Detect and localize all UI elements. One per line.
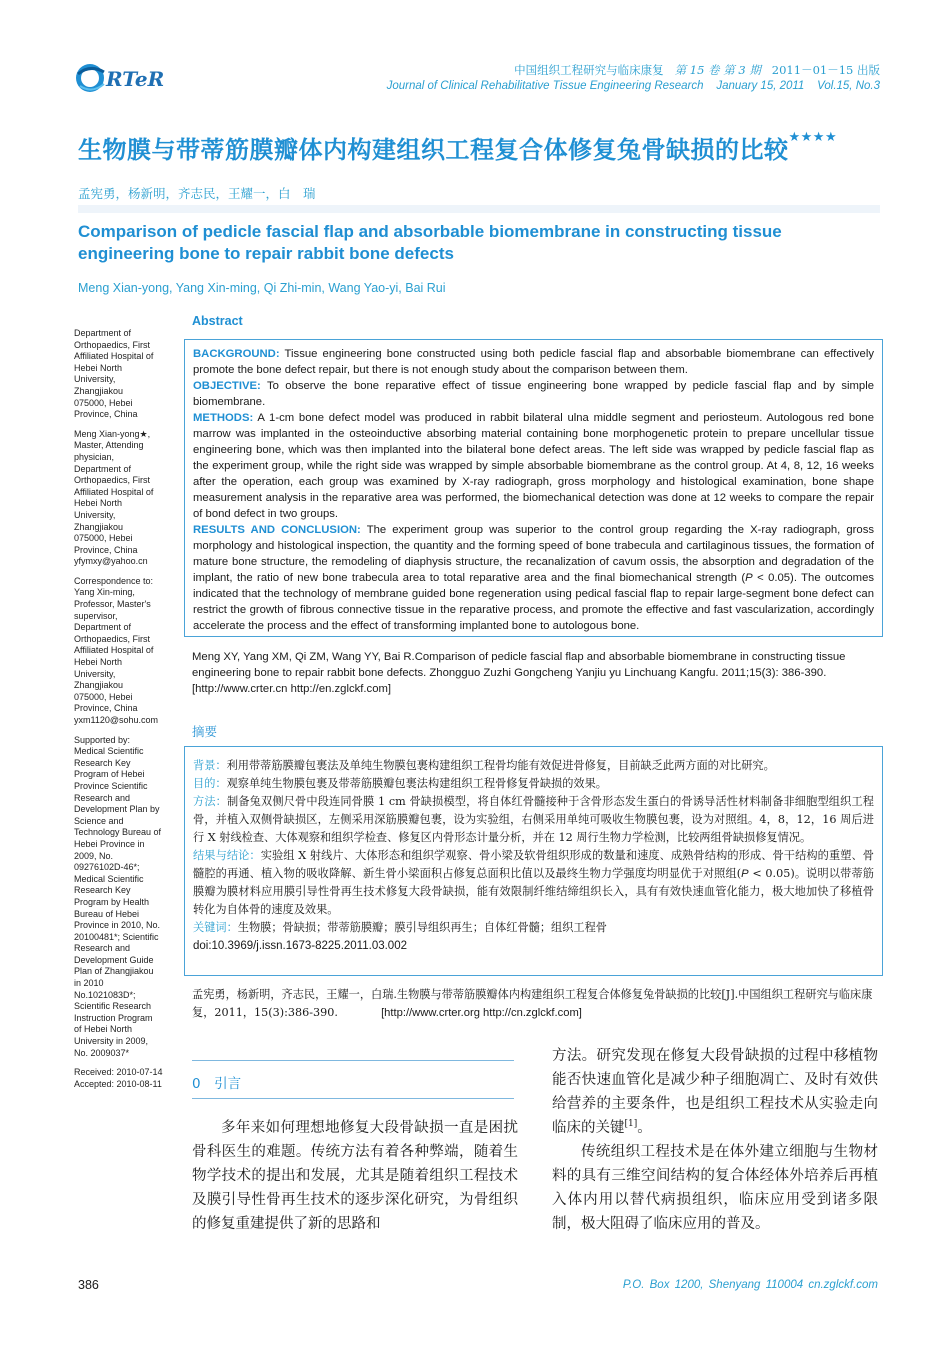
zhaiyao-result-text-b: < 0.05)。说明以带蒂筋膜瓣为膜材料应用膜引导性骨再生技术修复大段骨缺损，能有效限制纤维结缔组织长入，具有有效快速血管化能力，极大地加快了移植骨转化为自体骨的速度及效果。 [193,867,874,916]
body-column-left [192,1116,518,1236]
title-cn-text: 生物膜与带蒂筋膜瓣体内构建组织工程复合体修复兔骨缺损的比较 [78,136,789,164]
journal-name-en: Journal of Clinical Rehabilitative Tissue Engineering Research [386,80,704,92]
title-cn-marks: ★★★★ [788,130,838,145]
zhaiyao-bg-text: 利用带蒂筋膜瓣包裹法及单纯生物膜包裹构建组织工程骨均能有效促进骨修复，目前缺乏此两方面的对比研究。 [226,759,775,772]
background-text: Tissue engineering bone constructed using both pedicle fascial flap and absorbable biomembrane can effectively promote the bone defect repair, but there is not enough study about the comparison between them. [193,348,874,376]
section-rule-top [192,1060,514,1061]
intro-paragraph-1-cont [552,1044,878,1140]
funding-info: Supported by: Medical Scientific Research Key Program of Hebei Province Scientific Research and Development Plan by Science and Technology Bureau of Hebei Province in 2009, No. 09276102D-46*; Medical Scientific Research Key Program by Health Bureau of Hebei Province in 2010, No. 20100481*; Scientific Research and Development Guide Plan of Zhangjiakou in 2010 No.1021083D*; Scientific Research Instruction Program of Hebei North University in 2009, No. 2009037* [74,734,162,1058]
correspondence-info: Correspondence to: Yang Xin-ming, Professor, Master's supervisor, Department of Orthopaedics, First Affiliated Hospital of Hebei North University, Zhangjiakou 075000, Hebei Province, China yxm1120@sohu.com [74,575,159,725]
citation-cn-links[interactable]: [http://www.crter.org http://cn.zglckf.com] [381,1007,582,1019]
body-column-right [552,1044,878,1236]
results-label: RESULTS AND CONCLUSION: [193,524,361,536]
citation-cn [192,986,882,1022]
abstract-heading: Abstract [192,314,243,328]
zhaiyao-method-text: 制备兔双侧尺骨中段连同骨膜 1 cm 骨缺损模型，将自体红骨髓接种于含骨形态发生蛋白的骨诱导活性材料制备非细胞型组织工程骨，并植入双侧骨缺损区，左侧采用深筋膜瓣包裹，设为实验组，右侧采用单纯可吸收生物膜包裹，设为对照组。4，8，12，16 周后进行 X 射线检查、大体观察和组织学检查、修复区内骨形态计量分析，并在 12 周行生物力学检测，比较两组骨缺损修复情况。 [193,795,874,844]
author-sidebar [74,328,174,1098]
background-label: BACKGROUND: [193,348,280,360]
authors-en: Meng Xian-yong, Yang Xin-ming, Qi Zhi-min, Wang Yao-yi, Bai Rui [78,281,446,295]
zhaiyao-result-label: 结果与结论： [193,849,261,862]
section-heading-introduction: 0 引言 [192,1076,242,1092]
volume-cn: 第 15 卷 第 3 期 [674,63,761,77]
first-author-info: Meng Xian-yong★, Master, Attending physician, Department of Orthopaedics, First Affiliated Hospital of Hebei North University, Zhangjiakou 075000, Hebei Province, China yfymxy@yahoo.cn [74,428,154,567]
zhaiyao-obj-text: 观察单纯生物膜包裹及带蒂筋膜瓣包裹法构建组织工程骨修复骨缺损的效果。 [226,777,607,790]
zhaiyao-method [193,793,874,847]
affiliation: Department of Orthopaedics, First Affiliated Hospital of Hebei North University, Zhangjiakou 075000, Hebei Province, China [74,328,154,420]
article-title-en: Comparison of pedicle fascial flap and absorbable biomembrane in constructing tissue engineering bone to repair rabbit bone defects [78,222,782,263]
results-p-symbol: P [745,572,753,584]
citation-en [192,649,872,697]
journal-header [387,62,880,94]
zhaiyao-keywords [193,919,874,937]
footer-address: P.O. Box 1200, Shenyang 110004 cn.zglckf.com [622,1279,878,1291]
zhaiyao-result-text-a: 实验组 X 射线片、大体形态和组织学观察、骨小梁及软骨组织形成的数量和速度、成熟骨结构的形成、骨干结构的重塑、骨髓腔的再通、植入物的吸收降解、新生骨小梁面积占修复总面积比值以及最终生物力学强度均明显优于对照组( [193,849,874,880]
citation-en-links[interactable]: [http://www.crter.cn http://en.zglckf.com] [192,683,392,695]
date-en: January 15, 2011 [716,80,805,92]
keywords-text: 生物膜；骨缺损；带蒂筋膜瓣；膜引导组织再生；自体红骨髓；组织工程骨 [237,921,607,934]
zhaiyao-method-label: 方法： [193,795,228,808]
authors-cn: 孟宪勇，杨新明，齐志民，王耀一，白 瑞 [78,186,316,201]
doi[interactable]: doi:10.3969/j.issn.1673-8225.2011.03.002 [193,940,407,952]
intro-p1-cont-text: 方法。研究发现在修复大段骨缺损的过程中移植物能否快速血管化是减少种子细胞凋亡、及时有效供给营养的主要条件，也是组织工程技术从实验走向临床的关键 [552,1048,878,1136]
results-text-a: The experiment group was superior to the control group regarding the X-ray radiograph, gross morphology and histological inspection, the quantity and the forming speed of bone trabecula and cartilaginous tissues, the formation of mature bone structure, the remodeling of diaphysis structure, the recanalization of cavum ossis, the absorption and degradation of the implant, the ratio of new bone trabecula area to total reparative area and the final biomechanical strength ( [193,524,875,584]
journal-logo [74,60,174,96]
zhaiyao-result [193,847,874,919]
abstract-box [184,339,883,637]
citation-en-text: Meng XY, Yang XM, Qi ZM, Wang YY, Bai R.Comparison of pedicle fascial flap and absorbable biomembrane in constructing tissue engineering bone to repair rabbit bone defects. Zhongguo Zuzhi Gongcheng Yanjiu yu Linchuang Kangfu. 2011;15(3): 386-390. [192,651,846,679]
objective-label: OBJECTIVE: [193,380,261,392]
abstract-background [193,346,874,378]
reference-1[interactable]: [1] [624,1119,638,1130]
volume-en: Vol.15, No.3 [817,80,880,92]
section-rule-bottom [192,1098,514,1099]
citation-cn-text: 孟宪勇，杨新明，齐志民，王耀一，白瑞.生物膜与带蒂筋膜瓣体内构建组织工程复合体修复兔骨缺损的比较[J].中国组织工程研究与临床康复，2011，15(3):386-390. [192,988,873,1019]
date-cn: 2011－01－15 出版 [771,63,880,77]
zhaiyao-obj-label: 目的： [193,777,227,790]
abstract-objective [193,378,874,410]
article-title-cn [78,130,837,165]
page-number: 386 [78,1278,99,1292]
zhaiyao-background [193,757,874,775]
title-divider [78,205,880,213]
objective-text: To observe the bone reparative effect of tissue engineering bone wrapped by pedicle fascial flap and by simple biomembrane. [193,380,874,408]
results-text-b: < 0.05). The outcomes indicated that the technology of membrane guided bone regeneration using pedical fascial flap to repair large-segment bone defect can restrict the growth of fibrous connective tissue in the reparative process, and promote the effective and fast vascularization, accordingly accelerate the process and the effect of transforming implanted bone to autologous bone. [193,572,875,632]
abstract-methods [193,410,874,522]
intro-paragraph-2: 传统组织工程技术是在体外建立细胞与生物材料的具有三维空间结构的复合体经体外培养后再植入体内用以替代病损组织，临床应用受到诸多限制，极大阻碍了临床应用的普及。 [552,1144,878,1232]
journal-name-cn: 中国组织工程研究与临床康复 [514,63,664,77]
zhaiyao-bg-label: 背景： [193,759,227,772]
zhaiyao-objective [193,775,874,793]
methods-text: A 1-cm bone defect model was produced in rabbit bilateral ulna middle segment and periosteum. Autologous red bone marrow was implanted in the osteoinductive absorbing material containing bone morphogenetic protein to prepare uncellular tissue engineering bone, which was then implanted into the bilateral bone defect areas. The left side was wrapped by pedicle fascial flap as the experiment group, while the right side was wrapped by simple absorbable biomembrane as the control group. At 4, 8, 12, 16 weeks after the operation, each group was examined by X-ray radiograph, gross morphology and histological examination, bone shape measurement analysis in the reparative area was performed, the biomechanical detection was done at 12 weeks to compare the repair of bond defect in two groups. [193,412,874,520]
zhaiyao-heading: 摘要 [192,724,218,739]
abstract-results [193,522,874,634]
intro-p1-end: 。 [637,1120,652,1136]
zhaiyao-result-p-symbol: P [741,868,749,880]
received-accepted-dates: Received: 2010-07-14 Accepted: 2010-08-11 [74,1067,163,1089]
zhaiyao-box [184,746,883,976]
intro-paragraph-1: 多年来如何理想地修复大段骨缺损一直是困扰骨科医生的难题。传统方法有着各种弊端，随着生物学技术的提出和发展，尤其是随着组织工程技术及膜引导性骨再生技术的逐步深化研究，为骨组织的修复重建提供了新的思路和 [192,1120,518,1232]
logo-text: RTeR [106,67,165,91]
methods-label: METHODS: [193,412,254,424]
keywords-label: 关键词： [193,921,238,934]
